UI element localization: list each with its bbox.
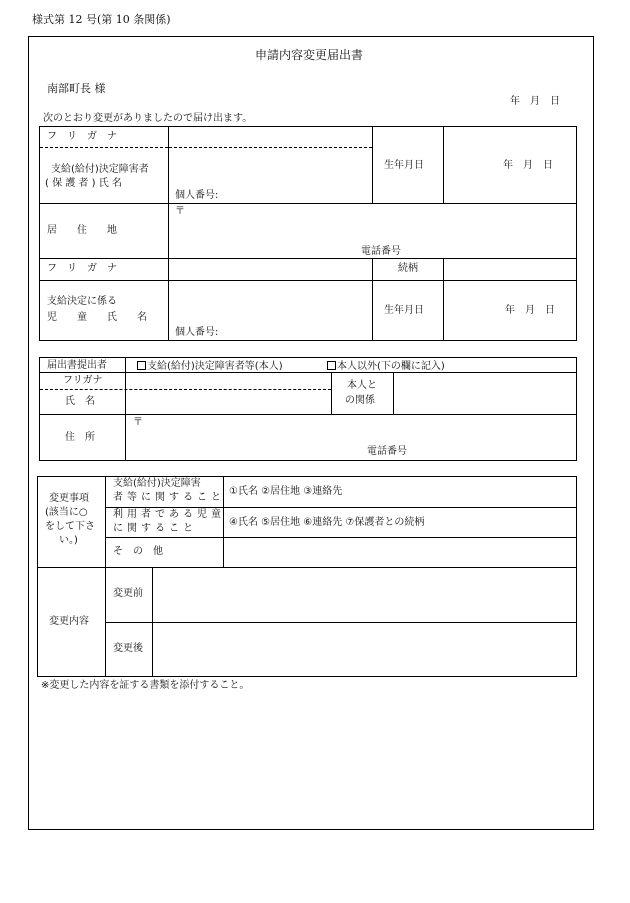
guardian-name-label-line2: ( 保 護 者 ) 氏 名: [45, 178, 122, 189]
submitter-option-self[interactable]: 支給(給付)決定障害者等(本人): [137, 361, 283, 372]
residence-label: 居 住 地: [47, 225, 117, 236]
form-frame: [28, 36, 594, 830]
furigana-label-2: フ リ ガ ナ: [47, 263, 117, 274]
guardian-name-label-line1: 支給(給付)決定障害者: [51, 164, 149, 175]
birthdate-field-2[interactable]: 年 月 日: [505, 305, 555, 316]
personal-number-label-2: 個人番号:: [175, 327, 219, 338]
category-1-line1: 支給(給付)決定障害: [113, 478, 201, 489]
personal-number-label: 個人番号:: [175, 190, 219, 201]
form-title: 申請内容変更届出書: [255, 48, 364, 62]
category-2-line1: 利用者である児童: [113, 509, 225, 520]
child-name-label-line2: 児 童 氏 名: [47, 312, 147, 323]
furigana-label-3: フリガナ: [63, 375, 103, 386]
phone-label: 電話番号: [361, 246, 401, 257]
after-label: 変更後: [113, 643, 143, 654]
submitter-label: 届出書提出者: [47, 360, 107, 371]
postal-mark: 〒: [175, 206, 185, 217]
category-2-options[interactable]: ④氏名 ⑤居住地 ⑥連絡先 ⑦保護者との続柄: [229, 517, 425, 528]
postal-mark-2: 〒: [133, 417, 143, 428]
checkbox-other[interactable]: [327, 361, 336, 370]
birthdate-label-2: 生年月日: [384, 305, 424, 316]
before-label: 変更前: [113, 588, 143, 599]
checkbox-self[interactable]: [137, 361, 146, 370]
intro-text: 次のとおり変更がありましたので届け出ます。: [43, 113, 253, 124]
date-field[interactable]: 年 月 日: [510, 96, 560, 107]
submitter-name-label: 氏 名: [65, 396, 95, 407]
form-number-label: 様式第 12 号(第 10 条関係): [32, 13, 171, 26]
child-name-label-line1: 支給決定に係る: [47, 296, 117, 307]
relation-label-line1: 本人と: [347, 380, 377, 391]
category-1-options[interactable]: ①氏名 ②居住地 ③連絡先: [229, 486, 343, 497]
category-2-line2: に関すること: [113, 523, 197, 534]
submitter-option-other[interactable]: 本人以外(下の欄に記入): [327, 361, 445, 372]
change-content-label: 変更内容: [49, 616, 89, 627]
addressee: 南部町長 様: [47, 82, 106, 95]
submitter-address-label: 住 所: [65, 432, 95, 443]
change-item-label-4: い。): [59, 535, 78, 546]
footnote: ※変更した内容を証する書類を添付すること。: [41, 680, 250, 691]
phone-label-2: 電話番号: [367, 446, 407, 457]
change-item-label-3: をして下さ: [45, 521, 95, 532]
relation-label: 続柄: [398, 263, 418, 274]
furigana-label: フ リ ガ ナ: [47, 131, 117, 142]
change-item-label-2: (該当に○: [45, 507, 88, 518]
category-3-label: そ の 他: [113, 546, 163, 557]
change-item-label-1: 変更事項: [49, 493, 89, 504]
category-1-line2: 者等に関すること: [113, 492, 225, 503]
relation-label-line2: の関係: [345, 395, 375, 406]
birthdate-field[interactable]: 年 月 日: [503, 160, 553, 171]
birthdate-label: 生年月日: [384, 160, 424, 171]
